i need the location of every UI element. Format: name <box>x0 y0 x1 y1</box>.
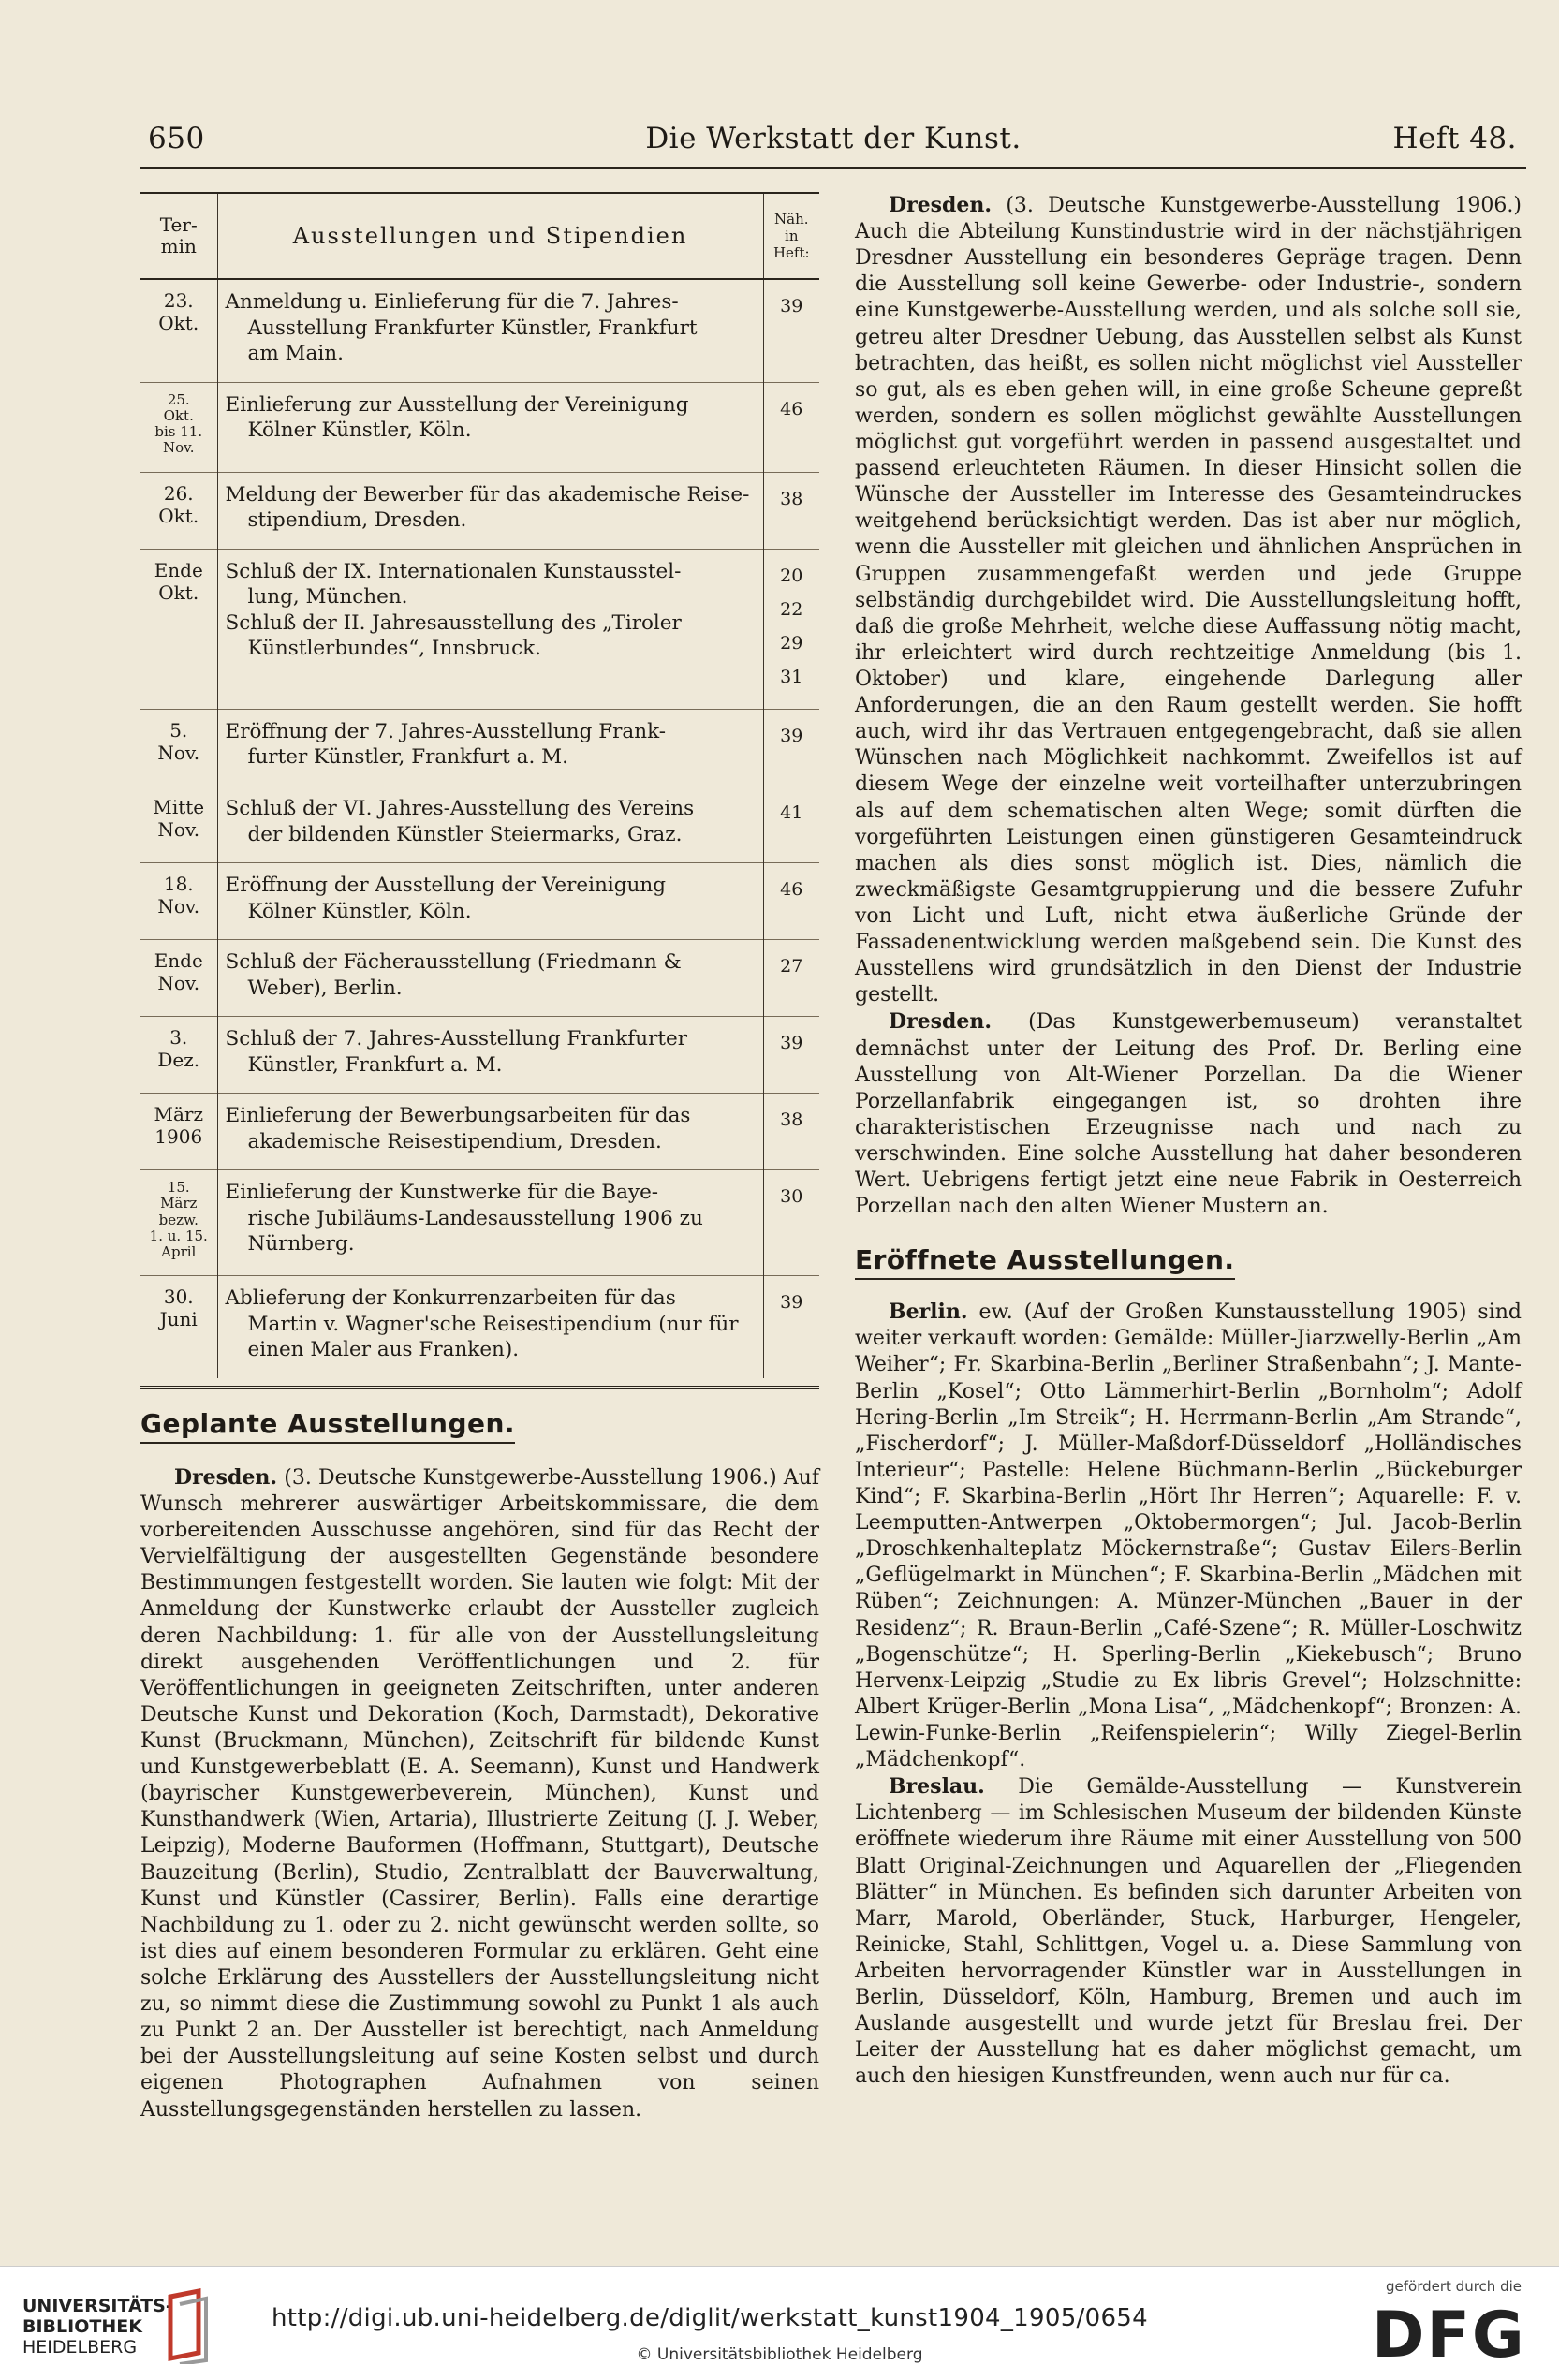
description-line: furter Künstler, Frankfurt a. M. <box>247 745 568 770</box>
description-cell <box>217 1017 763 1094</box>
planned-paragraph-2: Dresden. (3. Deutsche Kunstgewerbe-Ausstellung 1906.) Auch die Abteilung Kunstindustrie wird in der nächstjährigen Dresdner Ausstellung ein besonderes Gepräge tragen. Denn die Ausstellung soll keine Gewerbe- oder Industrie-, sondern eine Kunstgewerbe-Ausstellung werden, und als solche soll sie, getreu alter Dresdner Uebung, das Ausstellen selbst als Kunst betrachten, das heißt, es sollen nicht möglichst viel Aussteller so gut, als es eben gehen will, in eine große Scheune gepreßt werden, sondern es sollen möglichst gewählte Ausstellungen möglichst gut vorgeführt werden in passend ausgestaltet und passend erleuchteten Räumen. In dieser Hinsicht sollen die Wünsche der Aussteller im Interesse des Gesamteindruckes weitgehend berücksichtigt werden. Das ist aber nur möglich, wenn die Aussteller mit gleichen und ähnlichen Ansprüchen in Gruppen zusammengefaßt werden und jede Gruppe selbständig durchgebildet wird. Die Ausstellungsleitung hofft, daß die große Mehrheit, welche diese Auffassung nötig macht, ihr erleichtert wird durch rechtzeitige Anmeldung (bis 1. Oktober) und klare, eingehende Darlegung aller Anforderungen, die an den Raum gestellt werden. Sie hofft auch, wird ihr das Vertrauen entgegengebracht, daß sie allen Wünschen nach Möglichkeit nachkommt. Zweifellos ist auf diesem Wege der einzelne weit vorteilhafter unterzubringen als auf dem schematischen alten Wege; somit dürften die vorgeführten Leistungen einen günstigeren Gesamteindruck machen als dies sonst möglich ist. Dies, nämlich die zweckmäßigste Gesamtgruppierung und die bessere Zufuhr von Licht und Luft, nicht etwa äußerliche Gründe der Fassadenentwicklung werden maßgebend sein. Die Kunst des Ausstellens wird grundsätzlich in den Dienst der Industrie gestellt. <box>855 193 1522 1007</box>
table-row <box>140 472 819 549</box>
description-cell <box>217 279 763 382</box>
col-header-title: Ausstellungen und Stipendien <box>217 193 763 279</box>
table-header-row <box>140 193 819 279</box>
right-column <box>855 192 1522 2091</box>
termin-cell: Ende Okt. <box>140 549 217 709</box>
heft-reference-cell: 39 <box>780 296 803 316</box>
description-cell <box>217 382 763 472</box>
opened-paragraph-2: Breslau. Die Gemälde-Ausstellung — Kunstverein Lichtenberg — im Schlesischen Museum der bildenden Künste eröffnete wiederum ihre Räume mit einer Ausstellung von 500 Blatt Original-Zeichnungen und Aquarellen der „Fliegenden Blätter“ in München. Es befinden sich darunter Arbeiten von Marr, Marold, Oberländer, Stuck, Harburger, Hengeler, Reinicke, Stahl, Schlittgen, Vogel u. a. Diese Sammlung von Arbeiten hervorragender Künstler war in Ausstellungen in Berlin, Düsseldorf, Köln, Hamburg, Bremen und auch im Auslande ausgestellt und wurde jetzt für Breslau frei. Der Leiter der Ausstellung hat es daher möglichst gemacht, um auch den hiesigen Kunstfreunden, wenn auch nur für ca. <box>855 1774 1522 2089</box>
description-cell <box>217 786 763 862</box>
table-row <box>140 549 819 709</box>
issue-number: Heft 48. <box>1392 122 1517 155</box>
termin-cell: 15. März bezw. 1. u. 15. April <box>140 1170 217 1276</box>
description-line: der bildenden Künstler Steiermarks, Graz. <box>247 822 683 846</box>
description-line: Eröffnung der 7. Jahres-Ausstellung Frank- <box>225 719 666 743</box>
heft-reference-cell: 30 <box>763 1170 819 1276</box>
description-line: Kölner Künstler, Köln. <box>247 899 472 923</box>
library-footer <box>0 2266 1559 2380</box>
termin-cell: 30. Juni <box>140 1276 217 1378</box>
description-cell <box>217 472 763 549</box>
heft-reference-cell: 20 22 29 31 <box>763 549 819 709</box>
termin-cell: 25. Okt. bis 11. Nov. <box>140 382 217 472</box>
col-header-ref: Näh. in Heft: <box>763 193 819 279</box>
description-line: Schluß der Fächerausstellung (Friedmann & <box>225 950 682 975</box>
description-line: stipendium, Dresden. <box>247 508 467 533</box>
heft-reference-cell: 27 <box>763 940 819 1017</box>
heft-reference-cell: 46 <box>763 863 819 940</box>
table-row <box>140 863 819 940</box>
heft-reference-cell: 39 <box>763 1017 819 1094</box>
termin-cell: Mitte Nov. <box>140 786 217 862</box>
table-row <box>140 1170 819 1276</box>
termin-cell: 18. Nov. <box>140 863 217 940</box>
termin-cell: 26. Okt. <box>140 472 217 549</box>
table-row <box>140 786 819 862</box>
table-row <box>140 382 819 472</box>
description-line: Kölner Künstler, Köln. <box>247 419 472 443</box>
description-cell <box>217 709 763 786</box>
planned-paragraph-1: Dresden. (3. Deutsche Kunstgewerbe-Ausstellung 1906.) Auf Wunsch mehrerer auswärtiger Arbeitskommissare, die dem vorbereitenden Ausschusse angehören, sind für das Recht der Vervielfältigung der ausgestellten Gegenstände besondere Bestimmungen festgestellt worden. Sie lauten wie folgt: Mit der Anmeldung der Kunstwerke erlaubt der Aussteller zugleich deren Nachbildung: 1. für alle von der Ausstellungsleitung direkt ausgehenden Veröffentlichungen und 2. für Veröffentlichungen in geeigneten Zeitschriften, unter anderen Deutsche Kunst und Dekoration (Koch, Darmstadt), Dekorative Kunst (Bruckmann, München), Zeitschrift für bildende Kunst und Kunstgewerbeblatt (E. A. Seemann), Kunst und Handwerk (bayrischer Kunstgewerbeverein, München), Kunst und Kunsthandwerk (Wien, Artaria), Illustrierte Zeitung (J. J. Weber, Leipzig), Moderne Bauformen (Hoffmann, Stuttgart), Deutsche Bauzeitung (Berlin), Studio, Zentralblatt der Bauverwaltung, Kunst und Künstler (Cassirer, Berlin). Falls eine derartige Nachbildung zu 1. oder zu 2. nicht gewünscht werden sollte, so ist dies auf einem besonderen Formular zu erklären. Geht eine solche Erklärung des Ausstellers der Ausstellungsleitung nicht zu, so nimmt diese die Zustimmung sowohl zu Punkt 1 als auch zu Punkt 2 an. Der Aussteller ist berechtigt, nach Anmeldung bei der Ausstellungsleitung auf seine Kosten selbst und durch eigenen Photographen Aufnahmen von seinen Ausstellungsgegenständen herstellen zu lassen. <box>140 1464 819 2122</box>
col-header-termin: Ter- min <box>140 193 217 279</box>
heft-reference-cell: 38 <box>763 472 819 549</box>
description-line: Meldung der Bewerber für das akademische Reise- <box>225 482 750 507</box>
description-line: Ablieferung der Konkurrenzarbeiten für das <box>225 1286 676 1311</box>
description-line: Schluß der IX. Internationalen Kunstausstel- <box>225 559 682 583</box>
exhibition-calendar-table <box>140 192 819 1378</box>
description-line: Einlieferung der Bewerbungsarbeiten für das <box>225 1104 691 1128</box>
planned-section <box>140 1408 819 2123</box>
library-logo-text: UNIVERSITÄTS- BIBLIOTHEK HEIDELBERG <box>22 2296 173 2358</box>
description-cell <box>217 1094 763 1170</box>
table-row <box>140 1017 819 1094</box>
table-row <box>140 1276 819 1378</box>
heft-reference-cell: 38 <box>763 1094 819 1170</box>
description-line: Eröffnung der Ausstellung der Vereinigung <box>225 874 666 898</box>
description-line: Einlieferung zur Ausstellung der Vereinigung <box>225 392 689 417</box>
heft-reference-cell: 39 <box>763 709 819 786</box>
description-line: Martin v. Wagner'sche Reisestipendium (nur für <box>247 1312 739 1336</box>
copyright-notice: © Universitätsbibliothek Heidelberg <box>636 2345 923 2364</box>
description-cell <box>217 1170 763 1276</box>
description-line: Weber), Berlin. <box>247 976 403 1000</box>
opened-section <box>855 1244 1522 2090</box>
page-number: 650 <box>148 122 205 155</box>
table-row <box>140 709 819 786</box>
description-line: rische Jubiläums-Landesausstellung 1906 zu <box>247 1206 703 1230</box>
description-cell <box>217 940 763 1017</box>
termin-cell: 23. Okt. <box>140 279 217 382</box>
description-line: Schluß der VI. Jahres-Ausstellung des Vereins <box>225 796 695 820</box>
description-line: Künstlerbundes“, Innsbruck. <box>247 637 541 661</box>
termin-cell: 3. Dez. <box>140 1017 217 1094</box>
permalink-url[interactable]: http://digi.ub.uni-heidelberg.de/diglit/werkstatt_kunst1904_1905/0654 <box>272 2304 1148 2332</box>
description-line: Schluß der II. Jahresausstellung des „Tiroler <box>225 610 682 635</box>
description-cell <box>217 1276 763 1378</box>
table-body <box>140 279 819 1378</box>
table-row <box>140 279 819 382</box>
dfg-logo: DFG <box>1372 2299 1526 2373</box>
heft-reference-cell: 41 <box>763 786 819 862</box>
description-line: lung, München. <box>247 585 408 610</box>
table-row <box>140 1094 819 1170</box>
description-line: Nürnberg. <box>247 1232 355 1256</box>
description-line: Ausstellung Frankfurter Künstler, Frankfurt <box>247 316 698 340</box>
description-cell <box>217 549 763 709</box>
running-header <box>140 122 1526 169</box>
description-line: einen Maler aus Franken). <box>247 1338 520 1362</box>
table-end-rule <box>140 1382 819 1389</box>
termin-cell: 5. Nov. <box>140 709 217 786</box>
description-line: akademische Reisestipendium, Dresden. <box>247 1129 662 1153</box>
funder-label: gefördert durch die <box>1386 2278 1522 2295</box>
heft-reference-cell: 46 <box>763 382 819 472</box>
header-rule <box>140 167 1526 169</box>
journal-title: Die Werkstatt der Kunst. <box>645 122 1022 155</box>
description-line: Einlieferung der Kunstwerke für die Baye- <box>225 1181 659 1205</box>
termin-cell: März 1906 <box>140 1094 217 1170</box>
opened-paragraph-1: Berlin. ew. (Auf der Großen Kunstausstellung 1905) sind weiter verkauft worden: Gemälde: Müller-Jiarzwelly-Berlin „Am Weiher“; Fr. Skarbina-Berlin „Berliner Straßenbahn“; J. Mante-Berlin „Kosel“; Otto Lämmerhirt-Berlin „Bornholm“; Adolf Hering-Berlin „Im Streik“; H. Herrmann-Berlin „Am Strande“, „Fischerdorf“; J. Müller-Maßdorf-Düsseldorf „Holländisches Interieur“; Pastelle: Helene Büchmann-Berlin „Bückeburger Kind“; F. Skarbina-Berlin „Hört Ihr Herren“; Aquarelle: F. v. Leemputten-Antwerpen „Oktobermorgen“; Jul. Jacob-Berlin „Droschkenhalteplatz Möckernstraße“; Gustav Eilers-Berlin „Geflügelmarkt in München“; F. Skarbina-Berlin „Mädchen mit Rüben“; Zeichnungen: A. Münzer-München „Bauer in der Residenz“; R. Braun-Berlin „Café-Szene“; R. Müller-Loschwitz „Bogenschütze“; H. Sperling-Berlin „Kiekebusch“; Bruno Hervenx-Leipzig „Studie zu Ex libris Grevel“; Holzschnitte: Albert Krüger-Berlin „Mona Lisa“, „Mädchenkopf“; Bronzen: A. Lewin-Funke-Berlin „Reifenspielerin“; Willy Ziegel-Berlin „Mädchenkopf“. <box>855 1300 1522 1772</box>
section-heading-planned: Geplante Ausstellungen. <box>140 1408 515 1444</box>
termin-cell: Ende Nov. <box>140 940 217 1017</box>
description-line: Schluß der 7. Jahres-Ausstellung Frankfurter <box>225 1027 688 1051</box>
description-line: am Main. <box>247 342 344 366</box>
left-column <box>140 192 819 2123</box>
description-line: Anmeldung u. Einlieferung für die 7. Jahres- <box>225 290 679 314</box>
table-row <box>140 940 819 1017</box>
section-heading-opened: Eröffnete Ausstellungen. <box>855 1244 1235 1280</box>
description-line: Künstler, Frankfurt a. M. <box>247 1052 503 1077</box>
heft-reference-cell: 39 <box>763 1276 819 1378</box>
description-cell <box>217 863 763 940</box>
planned-paragraph-3: Dresden. (Das Kunstgewerbemuseum) veranstaltet demnächst unter der Leitung des Prof. Dr. Berling eine Ausstellung von Alt-Wiener Porzellan. Da die Wiener Porzellanfabrik eingegangen ist, so drohten ihre charakteristischen Erzeugnisse nach und nach zu verschwinden. Eine solche Ausstellung hat daher besonderen Wert. Uebrigens fertigt jetzt eine neue Fabrik in Oesterreich Porzellan nach den alten Wiener Mustern an. <box>855 1009 1522 1219</box>
